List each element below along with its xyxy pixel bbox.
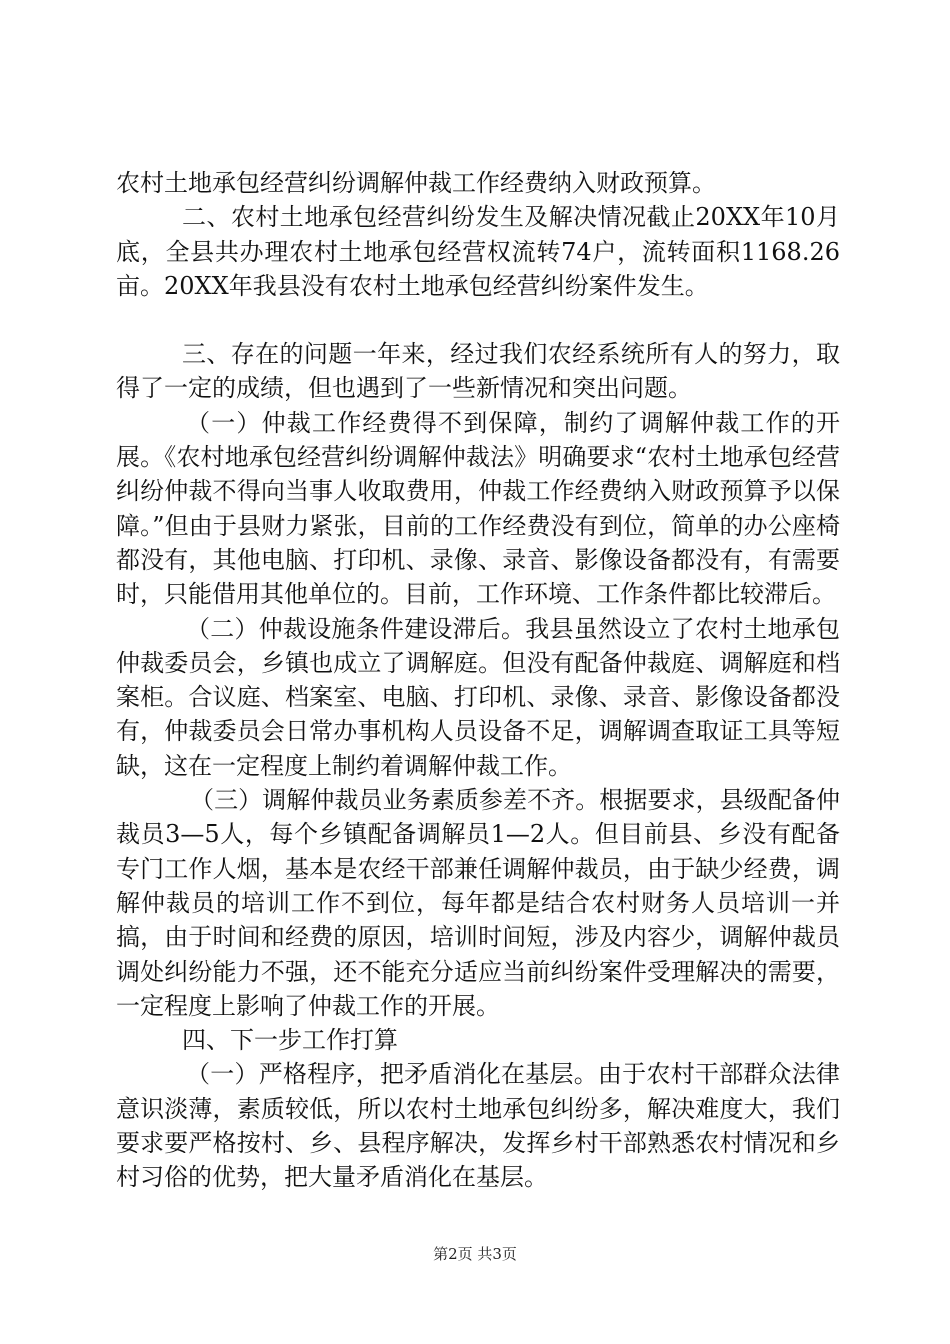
paragraph-section-three: 三、存在的问题一年来，经过我们农经系统所有人的努力，取得了一定的成绩，但也遇到了一些新情况和突出问题。: [116, 340, 840, 403]
paragraph-next-step-one: （一）严格程序，把矛盾消化在基层。由于农村干部群众法律意识淡薄，素质较低，所以农村土地承包纠纷多，解决难度大，我们要求要严格按村、乡、县程序解决，发挥乡村干部熟悉农村情况和乡村习俗的优势，把大量矛盾消化在基层。: [116, 1060, 840, 1192]
document-body: [116, 166, 840, 1195]
page-number-footer: 第2页 共3页: [433, 1245, 517, 1263]
paragraph-budget: 农村土地承包经营纠纷调解仲裁工作经费纳入财政预算。: [116, 169, 716, 197]
paragraph-item-one: （一）仲裁工作经费得不到保障，制约了调解仲裁工作的开展。《农村地承包经营纠纷调解仲裁法》明确要求“农村土地承包经营纠纷仲裁不得向当事人收取费用，仲裁工作经费纳入财政预算予以保障。”但由于县财力紧张，目前的工作经费没有到位，简单的办公座椅都没有，其他电脑、打印机、录像、录音、影像设备都没有，有需要时，只能借用其他单位的。目前，工作环境、工作条件都比较滞后。: [116, 408, 840, 609]
paragraph-section-two: 二、农村土地承包经营纠纷发生及解决情况截止20XX年10月底，全县共办理农村土地承包经营权流转74户，流转面积1168.26亩。20XX年我县没有农村土地承包经营纠纷案件发生。: [116, 203, 840, 300]
paragraph-item-three: （三）调解仲裁员业务素质参差不齐。根据要求，县级配备仲裁员3—5人，每个乡镇配备调解员1—2人。但目前县、乡没有配备专门工作人烟，基本是农经干部兼任调解仲裁员，由于缺少经费，调解仲裁员的培训工作不到位，每年都是结合农村财务人员培训一并搞，由于时间和经费的原因，培训时间短，涉及内容少，调解仲裁员调处纠纷能力不强，还不能充分适应当前纠纷案件受理解决的需要，一定程度上影响了仲裁工作的开展。: [116, 786, 840, 1020]
paragraph-item-two: （二）仲裁设施条件建设滞后。我县虽然设立了农村土地承包仲裁委员会，乡镇也成立了调解庭。但没有配备仲裁庭、调解庭和档案柜。合议庭、档案室、电脑、打印机、录像、录音、影像设备都没有，仲裁委员会日常办事机构人员设备不足，调解调查取证工具等短缺，这在一定程度上制约着调解仲裁工作。: [116, 614, 840, 780]
paragraph-section-four: 四、下一步工作打算: [182, 1026, 398, 1055]
